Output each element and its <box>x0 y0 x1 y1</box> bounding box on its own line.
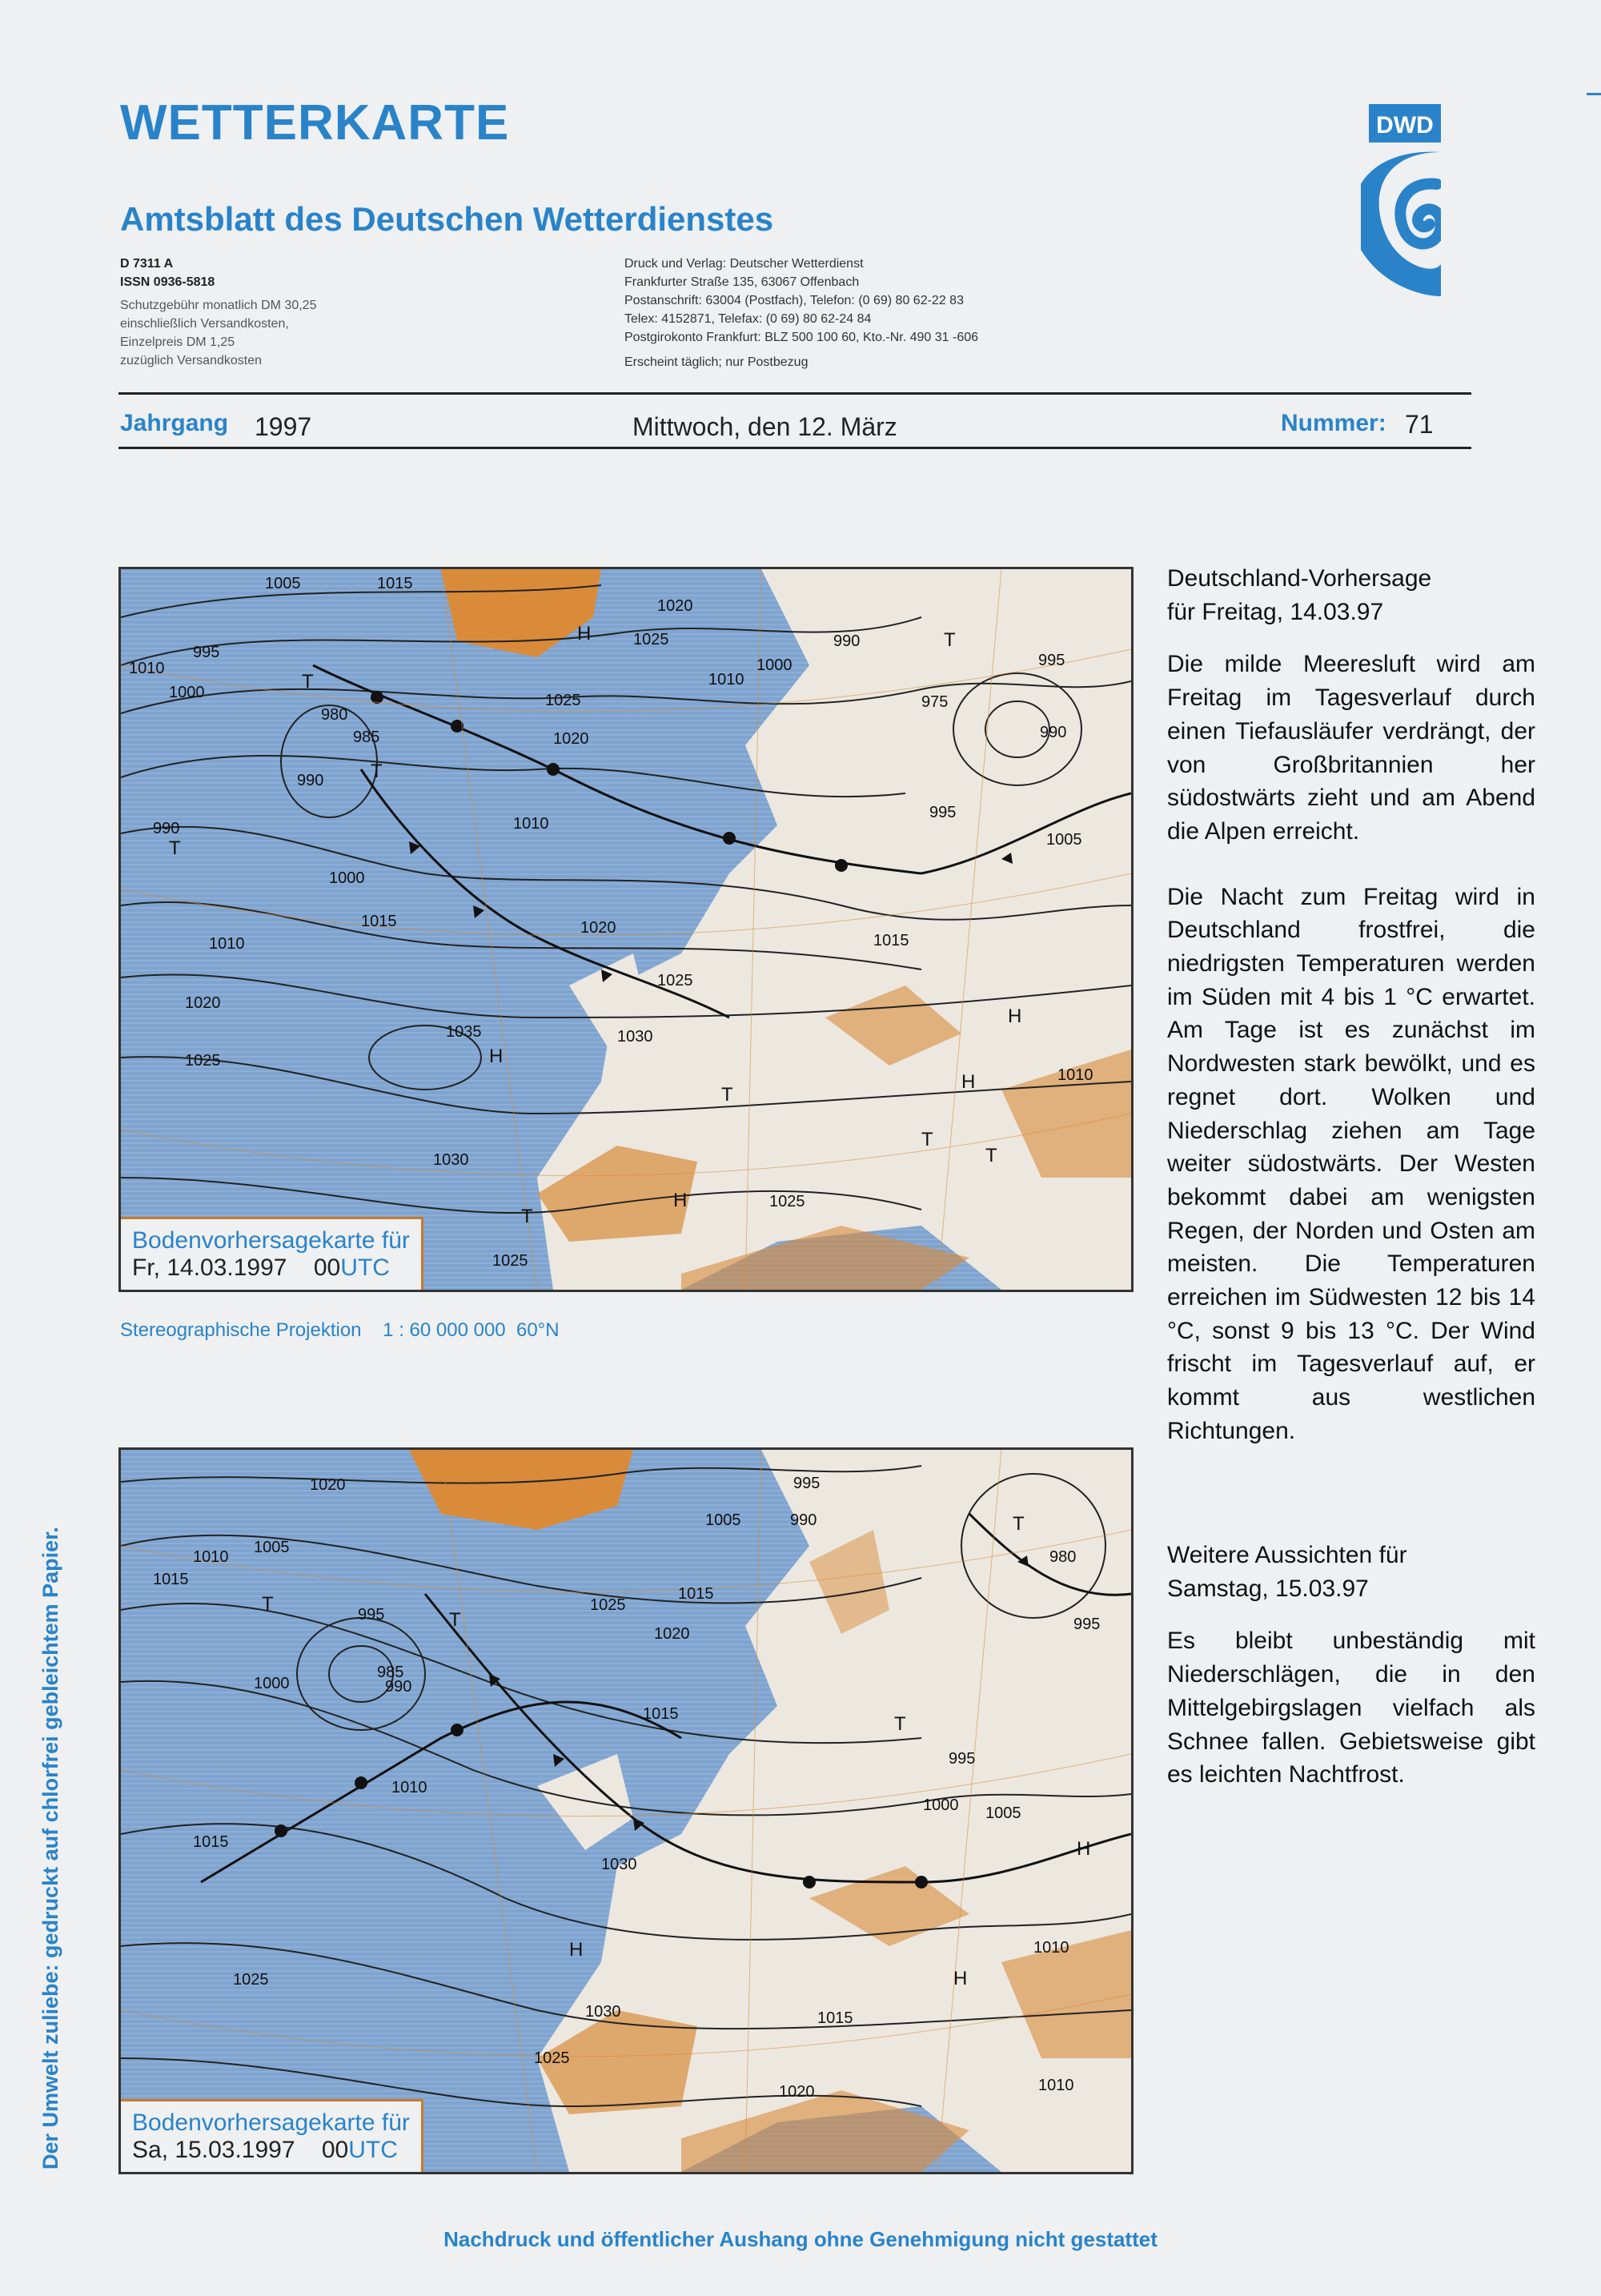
nummer-value: 71 <box>1405 410 1434 439</box>
pub-line: zuzüglich Versandkosten <box>120 354 262 367</box>
pub-line: D 7311 A <box>120 257 174 271</box>
pub-line: einschließlich Versandkosten, <box>120 317 289 331</box>
svg-text:T: T <box>449 1609 461 1631</box>
map-caption <box>121 1217 423 1290</box>
svg-text:1010: 1010 <box>193 1548 229 1566</box>
article-paragraph: Die milde Meeresluft wird am Freitag im Tagesverlauf durch einen Tiefausläufer verdrängt, der von Großbritannien her südostwärts zieht und am Abend die Alpen erreicht. <box>1167 651 1535 845</box>
article-heading <box>1167 562 1535 628</box>
svg-text:1025: 1025 <box>633 631 669 648</box>
svg-text:1020: 1020 <box>657 597 693 615</box>
svg-text:T: T <box>1013 1513 1025 1535</box>
map-caption-date: Sa, 15.03.1997 <box>132 2137 295 2163</box>
svg-text:995: 995 <box>793 1475 821 1492</box>
jahrgang-value: 1997 <box>255 412 312 441</box>
svg-text:1020: 1020 <box>553 730 589 748</box>
svg-text:980: 980 <box>1049 1548 1077 1566</box>
page-title: WETTERKARTE <box>120 95 510 151</box>
forecast-map-saturday <box>118 1447 1134 2174</box>
map-caption-time: 00 <box>321 2137 349 2163</box>
svg-text:1000: 1000 <box>254 1675 290 1692</box>
svg-text:T: T <box>169 837 181 859</box>
header-rule-bottom <box>118 447 1471 449</box>
map-caption-utc: UTC <box>340 1254 390 1281</box>
issue-date: Mittwoch, den 12. März <box>632 412 897 441</box>
svg-text:990: 990 <box>1040 724 1067 741</box>
map-caption-utc: UTC <box>348 2137 398 2163</box>
jahrgang-label: Jahrgang <box>120 410 229 436</box>
svg-text:1025: 1025 <box>185 1052 221 1070</box>
heading-line: Samstag, 15.03.97 <box>1167 1575 1369 1602</box>
svg-text:1020: 1020 <box>310 1476 346 1494</box>
svg-text:1010: 1010 <box>209 935 245 953</box>
svg-text:1015: 1015 <box>377 575 413 592</box>
svg-text:1025: 1025 <box>545 692 581 709</box>
pub-line: Einzelpreis DM 1,25 <box>120 335 235 349</box>
svg-text:1010: 1010 <box>391 1779 427 1796</box>
article-paragraph: Die Nacht zum Freitag wird in Deutschland frostfrei, die niedrigsten Temperaturen werden im Süden mit 4 bis 1 °C erwartet. Am Tage ist es zunächst im Nordwesten stark bewölkt, und es regnet dort. Wolken und Niederschlag ziehen am Tage weiter südostwärts. Der Westen bekommt dabei am wenigsten Regen, der Norden und Osten am meisten. Die Temperaturen erreichen im Südwesten 12 bis 14 °C, sonst 9 bis 13 °C. Der Wind frischt im Tagesverlauf auf, er kommt aus westlichen Richtungen. <box>1167 883 1535 1444</box>
svg-text:1030: 1030 <box>585 2003 621 2021</box>
pub-line: ISSN 0936-5818 <box>120 275 215 289</box>
svg-text:995: 995 <box>1038 652 1065 669</box>
svg-text:1015: 1015 <box>678 1585 714 1603</box>
page-subtitle: Amtsblatt des Deutschen Wetterdienstes <box>120 200 774 238</box>
svg-text:990: 990 <box>833 632 861 650</box>
outlook-article <box>1167 1539 1535 1824</box>
svg-text:1005: 1005 <box>1046 831 1082 849</box>
heading-line: Deutschland-Vorhersage <box>1167 565 1432 592</box>
svg-text:985: 985 <box>377 1664 404 1681</box>
svg-text:1020: 1020 <box>654 1625 690 1643</box>
svg-text:1015: 1015 <box>153 1571 189 1588</box>
svg-text:1025: 1025 <box>769 1193 805 1210</box>
svg-text:990: 990 <box>153 820 180 837</box>
svg-text:H: H <box>577 623 592 644</box>
svg-text:T: T <box>944 629 956 651</box>
svg-text:T: T <box>521 1206 533 1227</box>
svg-text:1030: 1030 <box>433 1151 469 1169</box>
svg-text:H: H <box>953 1968 968 1989</box>
pub-line: Postanschrift: 63004 (Postfach), Telefon: (0 69) 80 62-22 83 <box>624 294 964 307</box>
svg-text:1000: 1000 <box>756 656 792 674</box>
svg-text:1000: 1000 <box>169 684 205 701</box>
svg-text:1015: 1015 <box>643 1705 679 1723</box>
heading-line: Weitere Aussichten für <box>1167 1542 1407 1568</box>
dwd-logo-icon <box>1361 104 1441 296</box>
article-paragraph: Es bleibt unbeständig mit Niederschlägen, die in den Mittelgebirgslagen vielfach als Schnee fallen. Gebietsweise gibt es leichten Nachtfrost. <box>1167 1628 1535 1788</box>
article-heading <box>1167 1539 1535 1605</box>
svg-text:1035: 1035 <box>446 1023 482 1041</box>
weather-map-graphic <box>121 569 1131 1290</box>
publication-info-left <box>120 255 316 370</box>
footer-note: Nachdruck und öffentlicher Aushang ohne Genehmigung nicht gestattet <box>443 2227 1158 2251</box>
svg-text:1025: 1025 <box>657 972 693 989</box>
svg-text:1010: 1010 <box>1057 1066 1093 1084</box>
svg-text:H: H <box>673 1190 688 1211</box>
svg-text:995: 995 <box>358 1606 385 1624</box>
svg-text:1015: 1015 <box>361 913 397 930</box>
svg-text:1010: 1010 <box>129 660 165 677</box>
svg-text:995: 995 <box>193 644 220 661</box>
svg-text:T: T <box>921 1129 933 1150</box>
svg-text:1030: 1030 <box>617 1028 653 1046</box>
svg-text:995: 995 <box>929 804 957 821</box>
map-caption-title: Bodenvorhersagekarte für <box>132 1227 410 1254</box>
svg-text:T: T <box>262 1593 274 1615</box>
svg-text:H: H <box>489 1046 504 1067</box>
svg-text:1005: 1005 <box>254 1539 290 1556</box>
header-rule-top <box>118 392 1471 395</box>
pub-line: Postgirokonto Frankfurt: BLZ 500 100 60, Kto.-Nr. 490 31 -606 <box>624 331 979 344</box>
svg-text:1025: 1025 <box>534 2049 570 2067</box>
svg-text:H: H <box>1008 1006 1022 1027</box>
svg-text:990: 990 <box>385 1678 412 1696</box>
svg-text:990: 990 <box>790 1511 817 1529</box>
heading-line: für Freitag, 14.03.97 <box>1167 598 1384 625</box>
pub-line: Druck und Verlag: Deutscher Wetterdienst <box>624 257 864 271</box>
pub-line: Telex: 4152871, Telefax: (0 69) 80 62-24 84 <box>624 312 872 326</box>
svg-text:1025: 1025 <box>492 1252 528 1270</box>
svg-text:1025: 1025 <box>590 1596 626 1614</box>
svg-text:1005: 1005 <box>985 1804 1021 1822</box>
side-note: Der Umwelt zuliebe: gedruckt auf chlorfrei gebleichtem Papier. <box>38 1527 62 2170</box>
svg-text:1030: 1030 <box>601 1856 637 1873</box>
svg-text:T: T <box>371 761 383 782</box>
svg-text:1020: 1020 <box>185 994 221 1012</box>
svg-text:T: T <box>894 1713 906 1735</box>
map-caption-title: Bodenvorhersagekarte für <box>132 2109 410 2136</box>
svg-text:1010: 1010 <box>513 815 549 833</box>
svg-text:1025: 1025 <box>233 1971 269 1989</box>
svg-text:1000: 1000 <box>329 869 365 887</box>
svg-text:1010: 1010 <box>1033 1939 1069 1957</box>
svg-text:985: 985 <box>353 729 380 746</box>
svg-text:H: H <box>1077 1838 1091 1860</box>
svg-text:1005: 1005 <box>265 575 301 592</box>
svg-text:1015: 1015 <box>193 1833 229 1851</box>
weather-map-graphic <box>121 1450 1131 2172</box>
edge-mark <box>1587 93 1601 95</box>
svg-text:H: H <box>569 1939 584 1961</box>
projection-note: Stereographische Projektion 1 : 60 000 000 60°N <box>120 1319 560 1341</box>
svg-text:1020: 1020 <box>779 2083 815 2101</box>
svg-text:1020: 1020 <box>580 919 616 937</box>
map-caption-time: 00 <box>313 1254 341 1281</box>
svg-text:1010: 1010 <box>708 671 744 688</box>
pub-line: Erscheint täglich; nur Postbezug <box>624 355 809 369</box>
logo-text: DWD <box>1376 112 1434 138</box>
nummer-label: Nummer: <box>1281 410 1386 436</box>
svg-text:990: 990 <box>297 772 324 789</box>
svg-text:980: 980 <box>321 706 348 724</box>
map-caption-date: Fr, 14.03.1997 <box>132 1254 287 1281</box>
svg-text:1010: 1010 <box>1038 2077 1074 2094</box>
svg-text:1000: 1000 <box>923 1796 959 1814</box>
svg-text:995: 995 <box>1073 1616 1101 1633</box>
svg-text:1015: 1015 <box>873 932 909 949</box>
svg-text:1015: 1015 <box>817 2009 853 2027</box>
publication-info-right <box>624 255 978 371</box>
svg-text:T: T <box>985 1145 997 1166</box>
svg-text:T: T <box>721 1084 733 1106</box>
svg-text:975: 975 <box>921 693 949 711</box>
svg-text:1005: 1005 <box>705 1511 741 1529</box>
svg-text:995: 995 <box>949 1750 976 1768</box>
svg-text:H: H <box>961 1071 976 1093</box>
map-caption <box>121 2099 423 2172</box>
pub-line: Frankfurter Straße 135, 63067 Offenbach <box>624 275 860 289</box>
pub-line: Schutzgebühr monatlich DM 30,25 <box>120 299 317 312</box>
forecast-article <box>1167 562 1535 1480</box>
forecast-map-friday <box>118 567 1134 1292</box>
svg-text:T: T <box>302 671 314 692</box>
